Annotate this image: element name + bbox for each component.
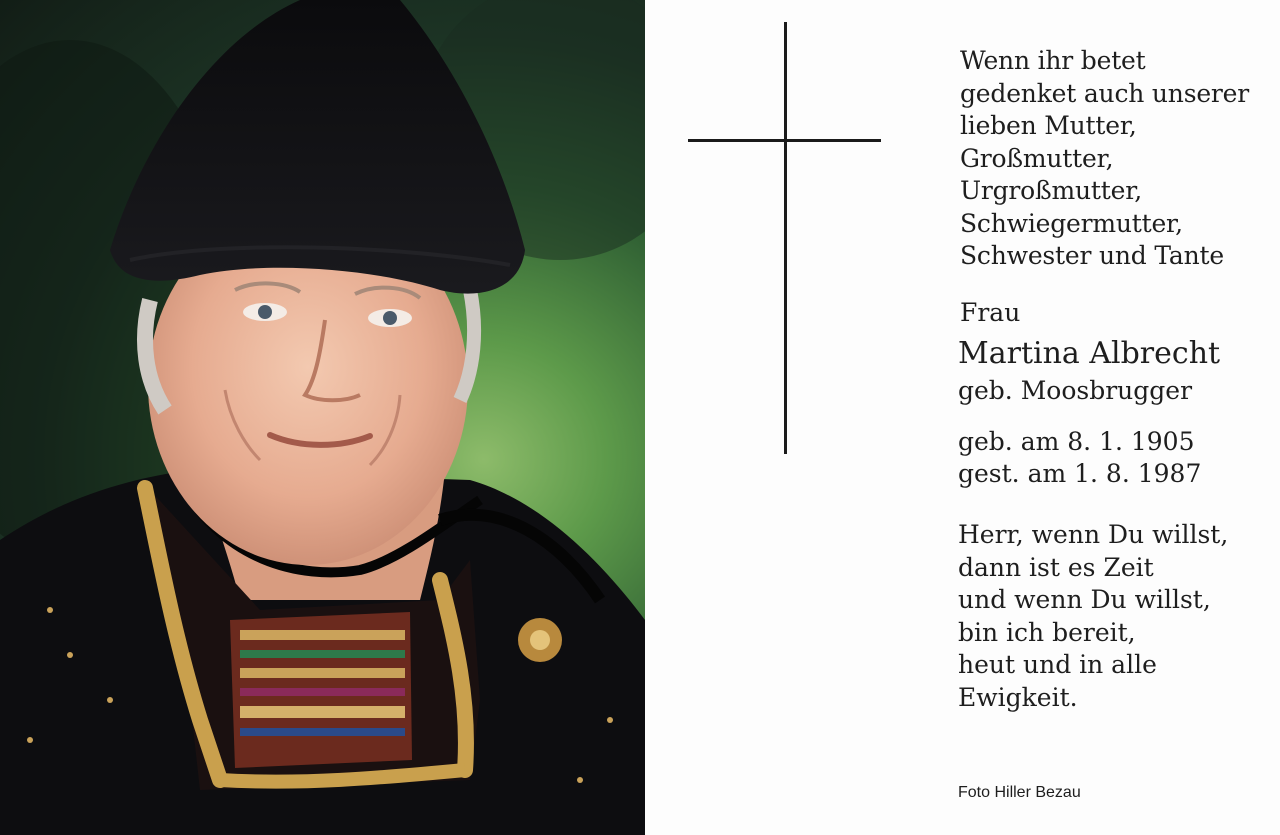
death-date: gest. am 1. 8. 1987 [958,459,1202,488]
prayer-line: dann ist es Zeit [958,552,1154,582]
verse-line: Großmutter, [960,143,1114,173]
prayer [958,519,1228,714]
memorial-verse [960,45,1249,273]
verse-line: Schwiegermutter, [960,208,1183,238]
prayer-line: heut und in alle [958,650,1157,679]
prayer-line: Ewigkeit. [958,682,1078,712]
prayer-line: und wenn Du willst, [958,585,1211,614]
maiden-name: geb. Moosbrugger [958,376,1193,405]
prayer-line: bin ich bereit, [958,617,1136,647]
cross-bar [688,139,881,142]
verse-line: lieben Mutter, [960,111,1137,140]
verse-line: Schwester und Tante [960,241,1224,270]
birth-date: geb. am 8. 1. 1905 [958,427,1195,456]
cross-icon [784,22,787,454]
prayer-line: Herr, wenn Du willst, [958,520,1229,549]
photo-credit: Foto Hiller Bezau [958,784,1081,801]
verse-line: Urgroßmutter, [960,176,1142,205]
verse-line: gedenket auch unserer [960,78,1250,108]
verse-line: Wenn ihr betet [960,46,1146,75]
salutation: Frau [960,298,1021,327]
deceased-name: Martina Albrecht [958,336,1221,371]
